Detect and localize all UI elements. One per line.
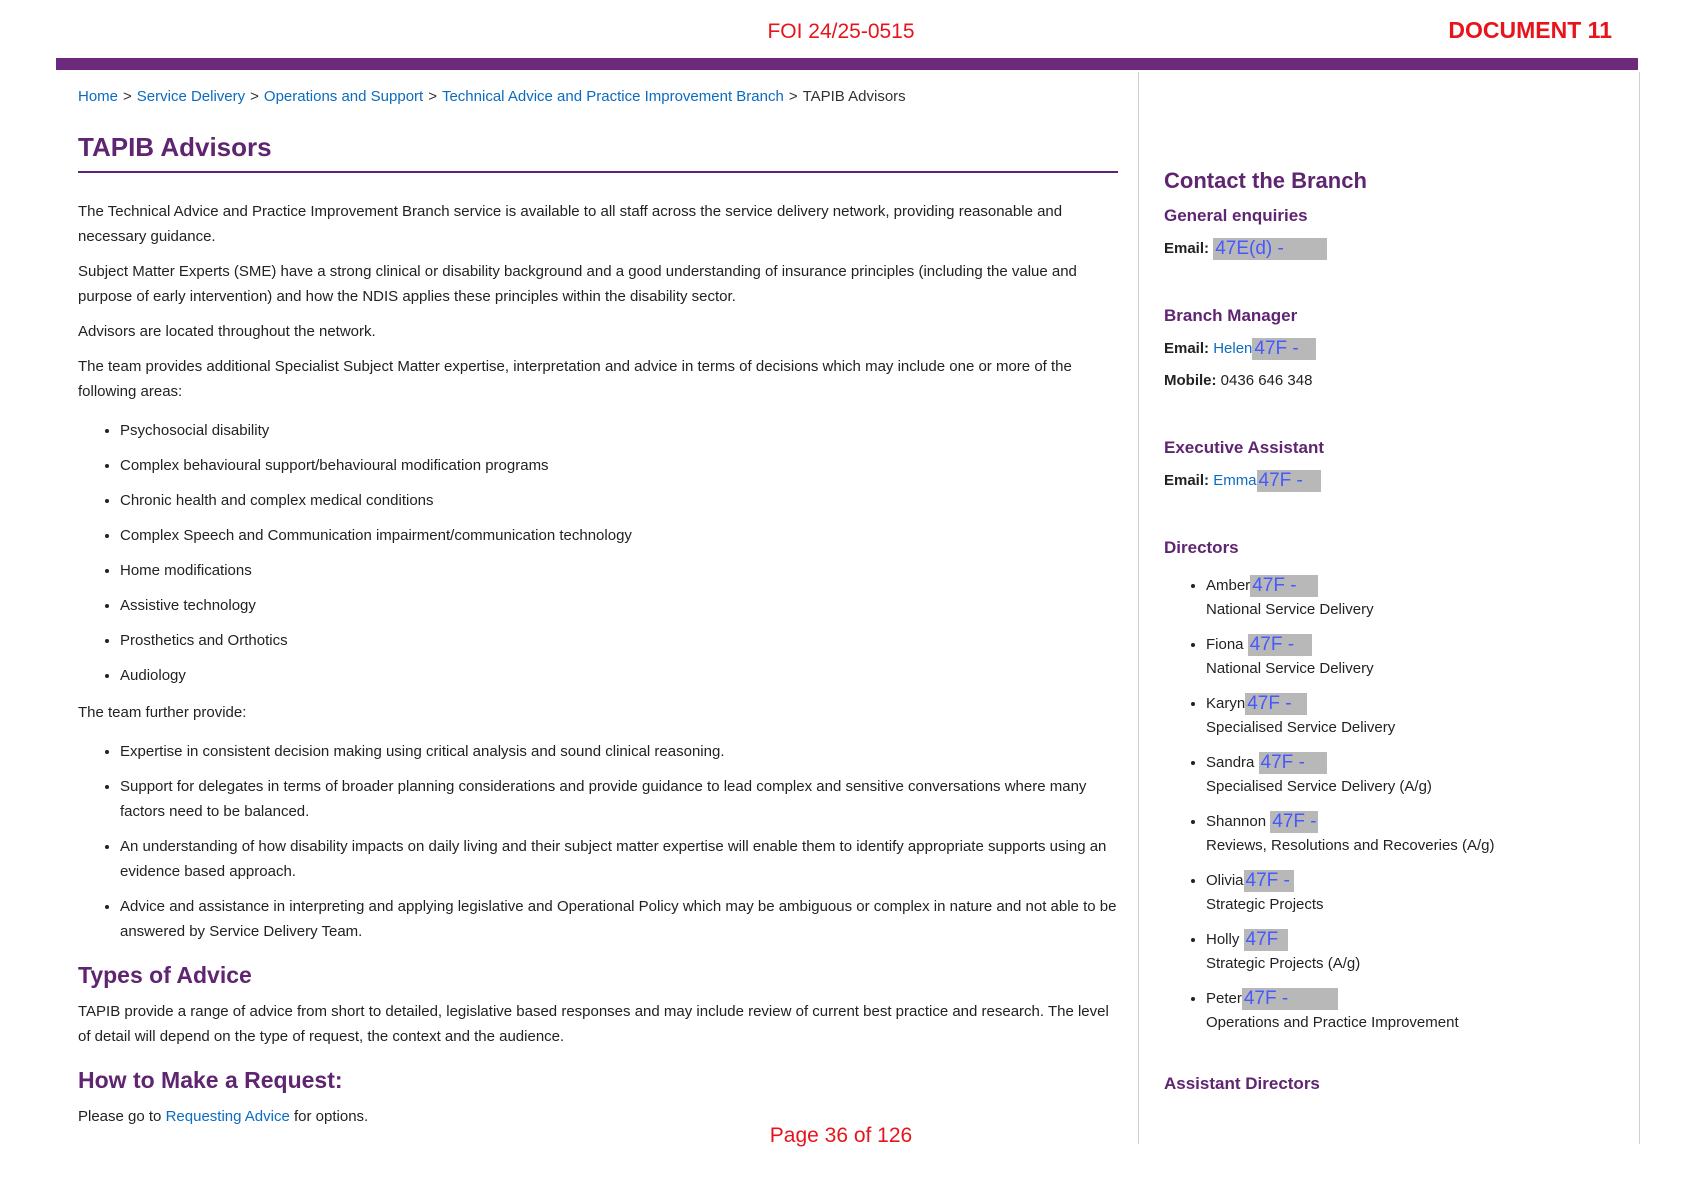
how-to-request-heading: How to Make a Request: (78, 1067, 343, 1093)
breadcrumb-service-delivery[interactable]: Service Delivery (136, 88, 246, 105)
executive-assistant-heading: Executive Assistant (1164, 438, 1324, 458)
list-item: • Audiology (120, 663, 1118, 688)
breadcrumb-separator: > (788, 88, 798, 105)
director-item (1206, 928, 1624, 976)
breadcrumb-current: TAPIB Advisors (802, 88, 906, 105)
director-name: Olivia (1206, 872, 1244, 890)
breadcrumb-separator: > (250, 88, 259, 105)
page-title: TAPIB Advisors (78, 132, 1118, 173)
redaction-box: 47E(d) - (1213, 238, 1327, 260)
directors-heading: Directors (1164, 538, 1239, 558)
intro-paragraph: Advisors are located throughout the network. (78, 323, 376, 340)
director-name: Peter (1206, 990, 1242, 1008)
redaction-box: 47F (1244, 929, 1288, 951)
director-role: Specialised Service Delivery (A/g) (1206, 778, 1432, 796)
redaction-box: 47F - (1248, 634, 1312, 656)
ea-email-row (1164, 470, 1624, 492)
email-label: Email: (1164, 240, 1210, 257)
list-item: • Assistive technology (120, 593, 1118, 618)
director-item (1206, 633, 1624, 681)
requesting-advice-link[interactable]: Requesting Advice (165, 1108, 290, 1125)
email-label: Email: (1164, 340, 1210, 358)
redaction-box: 47F - (1244, 870, 1294, 892)
page-number-stamp: Page 36 of 126 (769, 1124, 913, 1147)
contact-sidebar (1138, 72, 1640, 1144)
director-name: Shannon (1206, 813, 1267, 831)
intro-paragraph: Subject Matter Experts (SME) have a strong clinical or disability background and a good understanding of insurance principles (including the value and purpose of early intervention) and how the NDIS applies these principles within the disability sector. (78, 263, 1077, 305)
general-enquiries-heading: General enquiries (1164, 206, 1308, 225)
list-item: • An understanding of how disability impacts on daily living and their subject matter expertise will enable them to identify appropriate supports using an evidence based approach. (120, 834, 1118, 884)
director-item (1206, 751, 1624, 799)
director-role: Specialised Service Delivery (1206, 719, 1396, 737)
mobile-number: 0436 646 348 (1220, 372, 1313, 390)
redaction-box: 47F - (1250, 575, 1318, 597)
director-name: Karyn (1206, 695, 1246, 713)
types-of-advice-text: TAPIB provide a range of advice from short to detailed, legislative based responses and may include review of current best practice and research. The level of detail will depend on the type of request, the context and the audience. (78, 1003, 1109, 1045)
team-provides-list (78, 739, 1118, 944)
list-item: • Psychosocial disability (120, 418, 1118, 443)
branch-manager-heading: Branch Manager (1164, 306, 1298, 326)
mobile-label: Mobile: (1164, 372, 1217, 390)
breadcrumb-tapib-branch[interactable]: Technical Advice and Practice Improvement Branch (441, 88, 784, 105)
list-item: • Advice and assistance in interpreting and applying legislative and Operational Policy which may be ambiguous or complex in nature and not able to be answered by Service Delivery Team. (120, 894, 1118, 944)
breadcrumb (78, 88, 1118, 105)
manager-email-row (1164, 338, 1624, 360)
director-role: National Service Delivery (1206, 601, 1374, 619)
breadcrumb-separator: > (123, 88, 132, 105)
top-accent-bar (56, 58, 1638, 70)
director-role: Strategic Projects (A/g) (1206, 955, 1361, 973)
director-item (1206, 810, 1624, 858)
director-item (1206, 574, 1624, 622)
director-role: Operations and Practice Improvement (1206, 1014, 1459, 1032)
types-of-advice-heading: Types of Advice (78, 962, 252, 988)
general-email-row (1164, 238, 1624, 260)
director-item (1206, 869, 1624, 917)
list-item: • Expertise in consistent decision making using critical analysis and sound clinical reasoning. (120, 739, 1118, 764)
director-name: Sandra (1206, 754, 1255, 772)
list-item: • Chronic health and complex medical conditions (120, 488, 1118, 513)
list-item: • Support for delegates in terms of broader planning considerations and provide guidance to lead complex and sensitive conversations where many factors need to be balanced. (120, 774, 1118, 824)
redaction-box: 47F - (1259, 752, 1327, 774)
redaction-box: 47F - (1245, 693, 1307, 715)
further-intro: The team further provide: (78, 704, 247, 721)
director-role: Reviews, Resolutions and Recoveries (A/g) (1206, 837, 1495, 855)
breadcrumb-operations-support[interactable]: Operations and Support (263, 88, 424, 105)
request-suffix: for options. (294, 1108, 369, 1125)
ea-email-link[interactable]: Emma (1213, 472, 1257, 490)
list-item: • Complex Speech and Communication impairment/communication technology (120, 523, 1118, 548)
contact-branch-heading: Contact the Branch (1164, 168, 1367, 193)
director-name: Holly (1206, 931, 1240, 949)
foi-reference-stamp: FOI 24/25-0515 (767, 20, 915, 43)
main-content (78, 80, 1118, 1139)
intro-paragraph: The Technical Advice and Practice Improvement Branch service is available to all staff across the service delivery network, providing reasonable and necessary guidance. (78, 203, 1063, 245)
intro-paragraph: The team provides additional Specialist Subject Matter expertise, interpretation and advice in terms of decisions which may include one or more of the following areas: (78, 358, 1072, 400)
list-item: • Home modifications (120, 558, 1118, 583)
director-name: Amber (1206, 577, 1251, 595)
assistant-directors-heading: Assistant Directors (1164, 1074, 1320, 1094)
email-label: Email: (1164, 472, 1210, 490)
list-item: • Complex behavioural support/behavioural modification programs (120, 453, 1118, 478)
director-name: Fiona (1206, 636, 1244, 654)
manager-mobile-row (1164, 370, 1624, 392)
list-item: • Prosthetics and Orthotics (120, 628, 1118, 653)
director-role: Strategic Projects (1206, 896, 1324, 914)
breadcrumb-home[interactable]: Home (78, 88, 119, 105)
breadcrumb-separator: > (428, 88, 437, 105)
director-item (1206, 987, 1624, 1035)
document-number-stamp: DOCUMENT 11 (1448, 17, 1612, 43)
directors-list (1164, 574, 1624, 1035)
manager-email-link[interactable]: Helen (1213, 340, 1253, 358)
redaction-box: 47F - (1242, 988, 1338, 1010)
director-role: National Service Delivery (1206, 660, 1374, 678)
request-prefix: Please go to (78, 1108, 162, 1125)
advice-areas-list (78, 418, 1118, 688)
director-item (1206, 692, 1624, 740)
redaction-box: 47F - (1272, 811, 1317, 833)
redaction-box: 47F - (1257, 470, 1321, 492)
redaction-box: 47F - (1252, 338, 1316, 360)
